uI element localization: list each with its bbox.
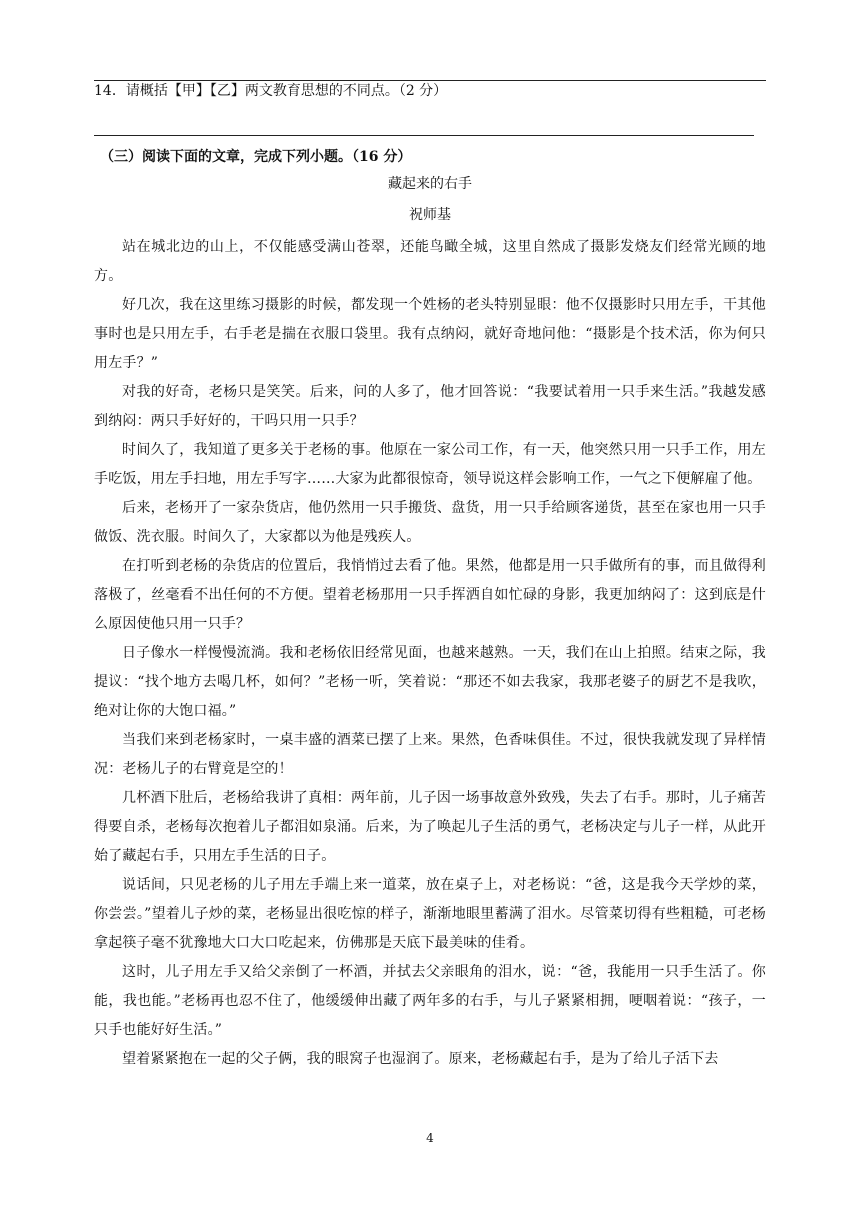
paragraph: 好几次，我在这里练习摄影的时候，都发现一个姓杨的老头特别显眼：他不仅摄影时只用左手，干其他事时也是只用左手，右手老是揣在衣服口袋里。我有点纳闷，就好奇地问他：“摄影是个技术活，你为何只用左手？” <box>94 297 766 371</box>
paragraph: 望着紧紧抱在一起的父子俩，我的眼窝子也湿润了。原来，老杨藏起右手，是为了给儿子活下去 <box>122 1051 719 1067</box>
paragraph: 说话间，只见老杨的儿子用左手端上来一道菜，放在桌子上，对老杨说：“爸，这是我今天学炒的菜，你尝尝。”望着儿子炒的菜，老杨显出很吃惊的样子，渐渐地眼里蓄满了泪水。尽管菜切得有些粗糙，可老杨拿起筷子毫不犹豫地大口大口吃起来，仿佛那是天底下最美味的佳肴。 <box>94 877 766 951</box>
paragraph: 站在城北边的山上，不仅能感受满山苍翠，还能鸟瞰全城，这里自然成了摄影发烧友们经常光顾的地方。 <box>94 239 766 284</box>
paragraph: 当我们来到老杨家时，一桌丰盛的酒菜已摆了上来。果然，色香味俱佳。不过，很快我就发现了异样情况：老杨儿子的右臂竟是空的！ <box>94 732 766 777</box>
answer-line <box>94 135 754 136</box>
paragraph: 对我的好奇，老杨只是笑笑。后来，问的人多了，他才回答说：“我要试着用一只手来生活。”我越发感到纳闷：两只手好好的，干吗只用一只手？ <box>94 384 766 429</box>
article-body <box>94 233 766 1074</box>
paragraph: 时间久了，我知道了更多关于老杨的事。他原在一家公司工作，有一天，他突然只用一只手工作，用左手吃饭，用左手扫地，用左手写字……大家为此都很惊奇，领导说这样会影响工作，一气之下便解雇了他。 <box>94 442 766 487</box>
paragraph: 日子像水一样慢慢流淌。我和老杨依旧经常见面，也越来越熟。一天，我们在山上拍照。结束之际，我提议：“找个地方去喝几杯，如何？”老杨一听，笑着说：“那还不如去我家，我那老婆子的厨艺不是我吹，绝对让你的大饱口福。” <box>94 645 766 719</box>
section-heading: （三）阅读下面的文章，完成下列小题。（16 分） <box>100 149 412 165</box>
article-title: 藏起来的右手 <box>388 176 472 192</box>
paragraph: 在打听到老杨的杂货店的位置后，我悄悄过去看了他。果然，他都是用一只手做所有的事，而且做得利落极了，丝毫看不出任何的不方便。望着老杨那用一只手挥洒自如忙碌的身影，我更加纳闷了：这到底是什么原因使他只用一只手？ <box>94 558 766 632</box>
question-14: 14．请概括【甲】【乙】两文教育思想的不同点。（2 分） <box>94 83 448 99</box>
paragraph: 这时，儿子用左手又给父亲倒了一杯酒，并拭去父亲眼角的泪水，说：“爸，我能用一只手生活了。你能，我也能。”老杨再也忍不住了，他缓缓伸出藏了两年多的右手，与儿子紧紧相拥，哽咽着说：“孩子，一只手也能好好生活。” <box>94 964 766 1038</box>
page-number: 4 <box>426 1131 434 1145</box>
article-author: 祝师基 <box>409 207 451 223</box>
paragraph: 几杯酒下肚后，老杨给我讲了真相：两年前，儿子因一场事故意外致残，失去了右手。那时，儿子痛苦得要自杀，老杨每次抱着儿子都泪如泉涌。后来，为了唤起儿子生活的勇气，老杨决定与儿子一样，从此开始了藏起右手，只用左手生活的日子。 <box>94 790 766 864</box>
paragraph: 后来，老杨开了一家杂货店，他仍然用一只手搬货、盘货，用一只手给顾客递货，甚至在家也用一只手做饭、洗衣服。时间久了，大家都以为他是残疾人。 <box>94 500 766 545</box>
